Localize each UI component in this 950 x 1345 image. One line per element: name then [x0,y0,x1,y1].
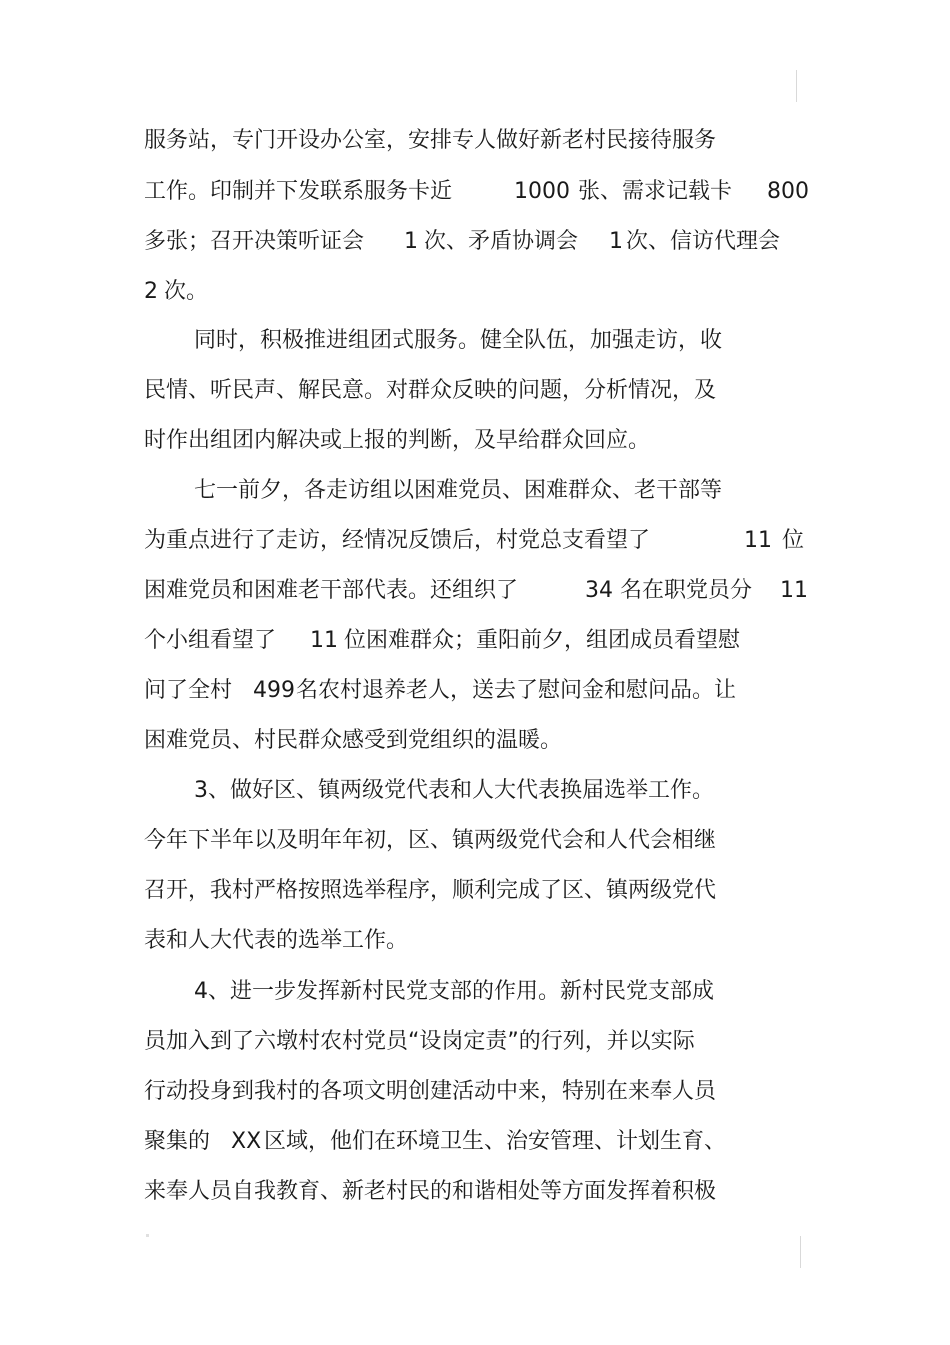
text-line [0,227,950,257]
text-segment: 服务站，专门开设办公室，安排专人做好新老村民接待服务 [144,128,717,153]
text-segment: 表和人大代表的选举工作。 [144,928,409,953]
text-segment: 个小组看望了 [144,628,277,653]
text-number: 1 [609,229,623,254]
text-segment: 困难党员、村民群众感受到党组织的温暖。 [144,728,563,753]
text-line [0,1127,950,1157]
text-number: 11 [310,628,338,653]
text-segment: 位困难群众；重阳前夕，组团成员看望慰 [344,628,741,653]
text-line [0,826,950,856]
text-line [0,1077,950,1107]
text-segment: 名农村退养老人，送去了慰问金和慰问品。让 [296,678,737,703]
text-line [0,476,950,506]
section-heading: 3、做好区、镇两级党代表和人大代表换届选举工作。 [194,778,714,803]
text-line [0,977,950,1007]
text-segment: 工作。印制并下发联系服务卡近 [144,179,453,204]
text-line [0,776,950,806]
text-line [0,626,950,656]
text-segment: 次、信访代理会 [626,229,781,254]
text-line [0,177,950,207]
text-segment: 同时，积极推进组团式服务。健全队伍，加强走访，收 [194,328,723,353]
text-line [0,576,950,606]
text-segment: 聚集的 [144,1129,211,1154]
text-number: 2 [144,279,158,304]
text-number: 34 [585,578,613,603]
text-line [0,926,950,956]
text-segment: 行动投身到我村的各项文明创建活动中来，特别在来奉人员 [144,1079,717,1104]
text-segment: 来奉人员自我教育、新老村民的和谐相处等方面发挥着积极 [144,1179,717,1204]
text-segment: 区域，他们在环境卫生、治安管理、计划生育、 [264,1129,727,1154]
text-segment: 为重点进行了走访，经情况反馈后，村党总支看望了 [144,528,651,553]
text-line [0,676,950,706]
section-heading: 4、进一步发挥新村民党支部的作用。新村民党支部成 [194,979,714,1004]
text-line [0,277,950,307]
text-segment: 次、矛盾协调会 [424,229,579,254]
text-segment: 多张；召开决策听证会 [144,229,365,254]
text-number: 1 [404,229,418,254]
text-segment: 问了全村 [144,678,233,703]
text-segment: 民情、听民声、解民意。对群众反映的问题，分析情况，及 [144,378,717,403]
text-line [0,326,950,356]
text-line [0,376,950,406]
text-number: 11 [780,578,808,603]
text-segment: 张、需求记载卡 [578,179,733,204]
text-number: 1000 [514,179,570,204]
text-segment: 时作出组团内解决或上报的判断，及早给群众回应。 [144,428,651,453]
text-line [0,1027,950,1057]
text-segment: 今年下半年以及明年年初，区、镇两级党代会和人代会相继 [144,828,717,853]
text-segment: 困难党员和困难老干部代表。还组织了 [144,578,519,603]
page-corner-mark [146,1234,149,1237]
text-line [0,426,950,456]
page-edge-mark-top [796,70,797,102]
text-segment: 位 [782,528,805,553]
text-number: 11 [744,528,772,553]
text-line [0,126,950,156]
text-segment: 员加入到了六墩村农村党员“设岗定责”的行列，并以实际 [144,1029,695,1054]
text-segment: 次。 [164,279,209,304]
text-line [0,526,950,556]
text-line [0,1177,950,1207]
text-number: 499 [253,678,295,703]
text-segment: 名在职党员分 [620,578,753,603]
text-segment: 七一前夕，各走访组以困难党员、困难群众、老干部等 [194,478,723,503]
text-line [0,726,950,756]
text-segment: XX [231,1129,262,1154]
text-segment: 召开，我村严格按照选举程序，顺利完成了区、镇两级党代 [144,878,717,903]
text-number: 800 [767,179,809,204]
page-edge-mark-bottom [800,1236,801,1268]
text-line [0,876,950,906]
